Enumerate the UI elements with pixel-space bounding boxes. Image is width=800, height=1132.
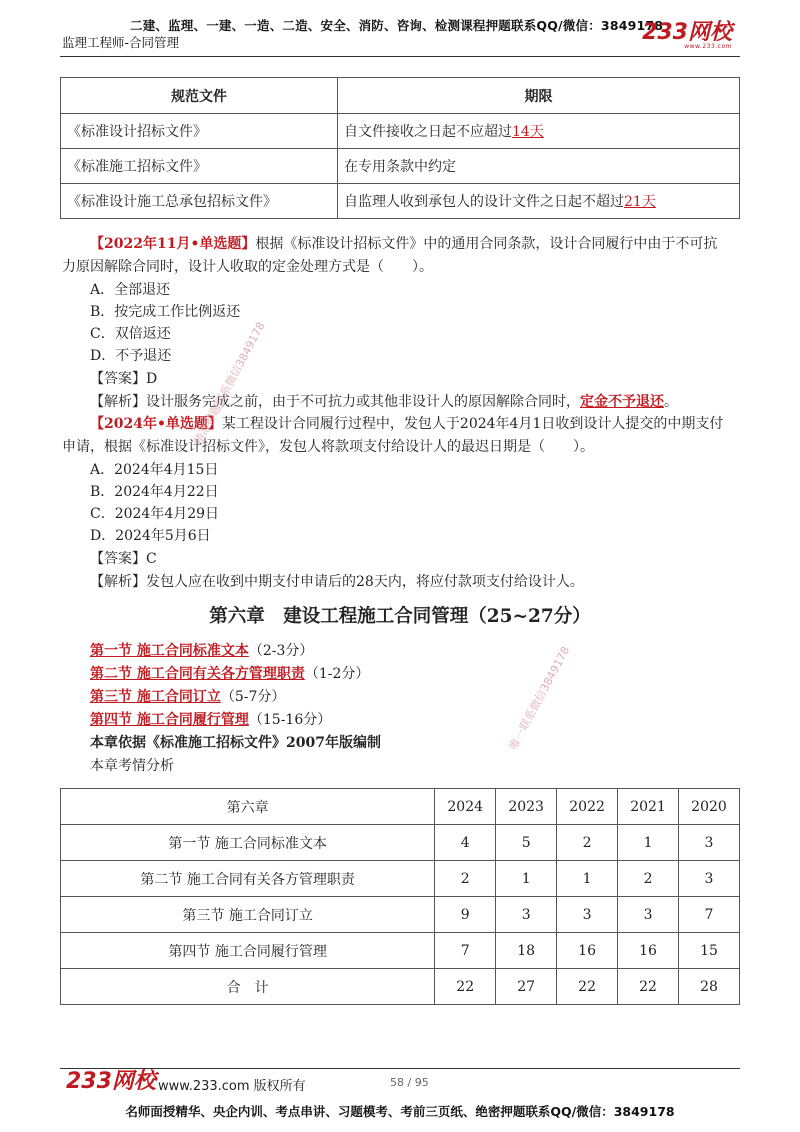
table-cell: 9	[435, 897, 496, 933]
header-divider	[60, 56, 740, 57]
table-cell: 3	[618, 897, 679, 933]
table-header-cell: 期限	[338, 78, 740, 114]
q2-option-c: C．2024年4月29日	[90, 506, 220, 522]
table-cell: 第四节 施工合同履行管理	[61, 933, 435, 969]
table-cell: 5	[496, 825, 557, 861]
header-logo-text: 233网校	[642, 20, 732, 45]
table-header-cell: 2022	[557, 789, 618, 825]
q1-option-b: B．按完成工作比例返还	[90, 304, 241, 320]
q1-stem-line2: 力原因解除合同时，设计人收取的定金处理方式是（ ）。	[62, 259, 433, 275]
q1-analysis-key: 定金不予退还	[580, 394, 664, 410]
q1-analysis	[90, 391, 678, 413]
section-link[interactable]: 第四节 施工合同履行管理	[90, 712, 249, 728]
table-cell: 第二节 施工合同有关各方管理职责	[61, 861, 435, 897]
header-logo	[642, 22, 732, 50]
footer-promo: 名师面授精华、央企内训、考点串讲、习题模考、考前三页纸、绝密押题联系QQ/微信：3849178	[125, 1104, 675, 1119]
section-link[interactable]: 第二节 施工合同有关各方管理职责	[90, 666, 305, 682]
chapter-title: 第六章 建设工程施工合同管理（25~27分）	[209, 606, 591, 627]
header-promo: 二建、监理、一建、一造、二造、安全、消防、咨询、检测课程押题联系QQ/微信：3849178	[130, 18, 664, 33]
term-highlight: 21天	[624, 194, 656, 210]
table-header-row	[61, 789, 740, 825]
table-header-cell: 2023	[496, 789, 557, 825]
q1-stem-line1	[90, 233, 717, 255]
table-cell: 3	[557, 897, 618, 933]
q1-option-c: C．双倍返还	[90, 326, 171, 342]
q2-tag: 【2024年•单选题】	[90, 416, 222, 432]
footer-copyright: www.233.com 版权所有	[158, 1079, 306, 1094]
q1-answer	[90, 368, 157, 390]
q1-analysis-label: 【解析】	[90, 394, 146, 410]
footer-divider	[60, 1068, 740, 1069]
chapter-analysis-title: 本章考情分析	[90, 758, 174, 774]
table-cell: 16	[618, 933, 679, 969]
table-cell: 27	[496, 969, 557, 1005]
q2-analysis	[90, 571, 584, 593]
table-cell: 3	[679, 861, 740, 897]
table-cell: 1	[557, 861, 618, 897]
section-item[interactable]	[90, 663, 369, 685]
table-cell: 1	[496, 861, 557, 897]
q1-answer-value: D	[146, 371, 158, 387]
table-header-cell: 2020	[679, 789, 740, 825]
q2-answer-label: 【答案】	[90, 551, 146, 567]
section-score: （15-16分）	[248, 712, 332, 728]
table-cell: 3	[679, 825, 740, 861]
q1-tag: 【2022年11月•单选题】	[90, 236, 256, 252]
header-logo-site: www.233.com	[684, 43, 732, 50]
section-item[interactable]	[90, 709, 331, 731]
q2-option-d: D．2024年5月6日	[90, 528, 211, 544]
table-cell: 7	[679, 897, 740, 933]
table-cell-term	[338, 114, 740, 149]
footer-logo: 233网校	[66, 1069, 156, 1094]
term-text: 自文件接收之日起不应超过	[344, 124, 512, 140]
q2-analysis-label: 【解析】	[90, 574, 146, 590]
table-row	[61, 114, 740, 149]
table-cell: 7	[435, 933, 496, 969]
q2-answer	[90, 548, 157, 570]
table-row	[61, 861, 740, 897]
q1-analysis-end: 。	[664, 394, 678, 410]
table-row	[61, 184, 740, 219]
table-cell: 第三节 施工合同订立	[61, 897, 435, 933]
table-cell: 3	[496, 897, 557, 933]
term-text: 自监理人收到承包人的设计文件之日起不超过	[344, 194, 624, 210]
q2-stem-line1	[90, 413, 723, 435]
section-score: （5-7分）	[220, 689, 286, 705]
section-score: （1-2分）	[304, 666, 370, 682]
section-item[interactable]	[90, 640, 313, 662]
table-header-cell: 规范文件	[61, 78, 338, 114]
table-cell: 4	[435, 825, 496, 861]
table-row	[61, 149, 740, 184]
table-cell-doc: 《标准设计招标文件》	[61, 114, 338, 149]
q1-stem1: 根据《标准设计招标文件》中的通用合同条款，设计合同履行中由于不可抗	[255, 236, 718, 252]
table-cell: 2	[435, 861, 496, 897]
section-score: （2-3分）	[248, 643, 314, 659]
table-cell: 2	[618, 861, 679, 897]
section-link[interactable]: 第三节 施工合同订立	[90, 689, 221, 705]
q2-stem1: 某工程设计合同履行过程中，发包人于2024年4月1日收到设计人提交的中期支付	[221, 416, 724, 432]
section-item[interactable]	[90, 686, 285, 708]
table-cell: 22	[618, 969, 679, 1005]
table-cell: 28	[679, 969, 740, 1005]
watermark: 精准押题联系微信3849178	[191, 319, 268, 448]
table-cell-term	[338, 149, 740, 184]
q2-analysis-text: 发包人应在收到中期支付申请后的28天内，将应付款项支付给设计人。	[146, 574, 584, 590]
table-row	[61, 933, 740, 969]
watermark: 唯一联系微信3849178	[506, 644, 573, 753]
header-subtitle: 监理工程师-合同管理	[62, 35, 180, 50]
table-cell-term	[338, 184, 740, 219]
table-cell: 22	[435, 969, 496, 1005]
q1-answer-label: 【答案】	[90, 371, 146, 387]
table-cell: 22	[557, 969, 618, 1005]
table-cell-doc: 《标准施工招标文件》	[61, 149, 338, 184]
term-highlight: 14天	[512, 124, 544, 140]
table-cell: 15	[679, 933, 740, 969]
table-row	[61, 897, 740, 933]
q1-option-a: A．全部退还	[90, 282, 171, 298]
deadline-table	[60, 77, 740, 219]
table-header-cell: 2024	[435, 789, 496, 825]
q1-analysis-text: 设计服务完成之前，由于不可抗力或其他非设计人的原因解除合同时，	[146, 394, 580, 410]
table-cell: 合 计	[61, 969, 435, 1005]
table-cell: 第一节 施工合同标准文本	[61, 825, 435, 861]
q2-answer-value: C	[146, 551, 157, 567]
table-cell: 16	[557, 933, 618, 969]
q1-option-d: D．不予退还	[90, 348, 172, 364]
table-cell: 1	[618, 825, 679, 861]
q2-option-a: A．2024年4月15日	[90, 462, 219, 478]
page-number: 58 / 95	[390, 1076, 429, 1089]
table-header-cell: 2021	[618, 789, 679, 825]
table-cell: 18	[496, 933, 557, 969]
table-header-row	[61, 78, 740, 114]
score-table	[60, 788, 740, 1005]
table-header-cell: 第六章	[61, 789, 435, 825]
q2-stem-line2: 申请，根据《标准设计招标文件》，发包人将款项支付给设计人的最迟日期是（ ）。	[62, 439, 594, 455]
section-link[interactable]: 第一节 施工合同标准文本	[90, 643, 249, 659]
q2-option-b: B．2024年4月22日	[90, 484, 219, 500]
table-cell: 2	[557, 825, 618, 861]
table-row-total	[61, 969, 740, 1005]
table-cell-doc: 《标准设计施工总承包招标文件》	[61, 184, 338, 219]
term-text: 在专用条款中约定	[344, 159, 456, 175]
chapter-basis: 本章依据《标准施工招标文件》2007年版编制	[90, 735, 381, 751]
table-row	[61, 825, 740, 861]
